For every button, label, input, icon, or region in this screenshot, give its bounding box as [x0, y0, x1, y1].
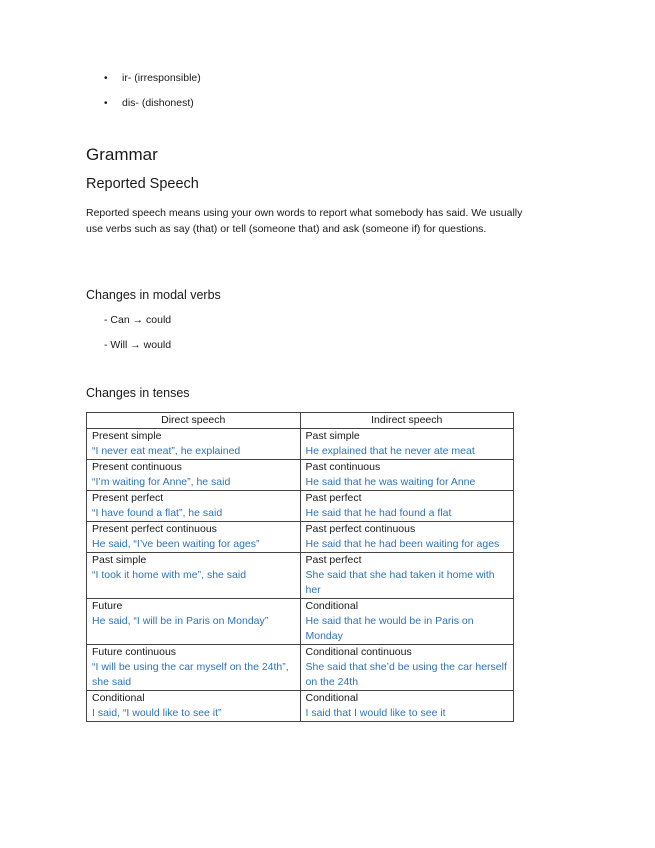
list-item-text: ir- (irresponsible): [122, 72, 201, 84]
example-text: She said that she’d be using the car herself on the 24th: [305, 661, 507, 688]
example-text: “I took it home with me”, she said: [92, 569, 247, 581]
tense-label: Past continuous: [305, 461, 381, 473]
list-item-text: dis- (dishonest): [122, 97, 194, 109]
example-text: I said that I would like to see it: [305, 707, 446, 719]
example-text: “I have found a flat”, he said: [92, 507, 223, 519]
tenses-heading: Changes in tenses: [86, 386, 190, 400]
example-text: He said that he would be in Paris on Monday: [305, 615, 474, 642]
tense-label: Conditional continuous: [305, 646, 412, 658]
tense-label: Future continuous: [92, 646, 177, 658]
example-text: “I will be using the car myself on the 24th”, she said: [92, 661, 289, 688]
tense-label: Present perfect continuous: [92, 523, 217, 535]
tenses-table: [86, 412, 514, 722]
example-text: I said, “I would like to see it”: [92, 707, 222, 719]
list-item: [104, 72, 201, 97]
example-text: He said that he had been waiting for ages: [305, 538, 500, 550]
example-text: He explained that he never ate meat: [305, 445, 475, 457]
tense-label: Present perfect: [92, 492, 164, 504]
tense-label: Past perfect: [305, 492, 362, 504]
indirect-cell: [300, 599, 514, 645]
bullet-icon: •: [104, 73, 108, 84]
intro-paragraph: Reported speech means using your own words to report what somebody has said. We usually use verbs such as say (that) or tell (someone that) and ask (someone if) for questions.: [86, 207, 523, 235]
table-row: [87, 645, 514, 691]
direct-cell: [87, 645, 301, 691]
table-row: [87, 491, 514, 522]
list-item: [104, 97, 201, 122]
example-text: She said that she had taken it home with her: [305, 569, 495, 596]
direct-cell: [87, 553, 301, 599]
tense-label: Conditional: [305, 600, 359, 612]
example-text: He said, “I will be in Paris on Monday”: [92, 615, 269, 627]
table-row: [87, 522, 514, 553]
table-row: [87, 429, 514, 460]
section-title: Grammar: [86, 145, 158, 164]
example-text: He said, “I’ve been waiting for ages”: [92, 538, 260, 550]
list-item: - Will → would: [104, 339, 172, 351]
indirect-cell: [300, 691, 514, 722]
indirect-cell: [300, 491, 514, 522]
table-row: [87, 460, 514, 491]
prefix-bullet-list: [104, 72, 201, 122]
tense-label: Past perfect: [305, 554, 362, 566]
direct-cell: [87, 429, 301, 460]
table-row: [87, 599, 514, 645]
direct-cell: [87, 522, 301, 553]
direct-cell: [87, 599, 301, 645]
direct-cell: [87, 691, 301, 722]
column-header-direct: Direct speech: [87, 413, 301, 429]
tense-label: Past perfect continuous: [305, 523, 416, 535]
tense-label: Past simple: [92, 554, 147, 566]
indirect-cell: [300, 460, 514, 491]
subsection-title: Reported Speech: [86, 176, 199, 192]
tense-label: Past simple: [305, 430, 360, 442]
bullet-icon: •: [104, 98, 108, 109]
example-text: “I’m waiting for Anne”, he said: [92, 476, 231, 488]
modal-verbs-list: [104, 314, 171, 364]
tense-label: Conditional: [305, 692, 359, 704]
column-header-indirect: Indirect speech: [300, 413, 514, 429]
indirect-cell: [300, 522, 514, 553]
example-text: He said that he had found a flat: [305, 507, 452, 519]
table-row: [87, 691, 514, 722]
table-header-row: [87, 413, 514, 429]
tense-label: Present simple: [92, 430, 162, 442]
direct-cell: [87, 460, 301, 491]
tense-label: Present continuous: [92, 461, 182, 473]
indirect-cell: [300, 645, 514, 691]
indirect-cell: [300, 553, 514, 599]
list-item: - Can → could: [104, 314, 172, 326]
example-text: “I never eat meat”, he explained: [92, 445, 241, 457]
table-row: [87, 553, 514, 599]
modal-verbs-heading: Changes in modal verbs: [86, 288, 221, 302]
example-text: He said that he was waiting for Anne: [305, 476, 476, 488]
direct-cell: [87, 491, 301, 522]
tense-label: Conditional: [92, 692, 145, 704]
tense-label: Future: [92, 600, 123, 612]
indirect-cell: [300, 429, 514, 460]
